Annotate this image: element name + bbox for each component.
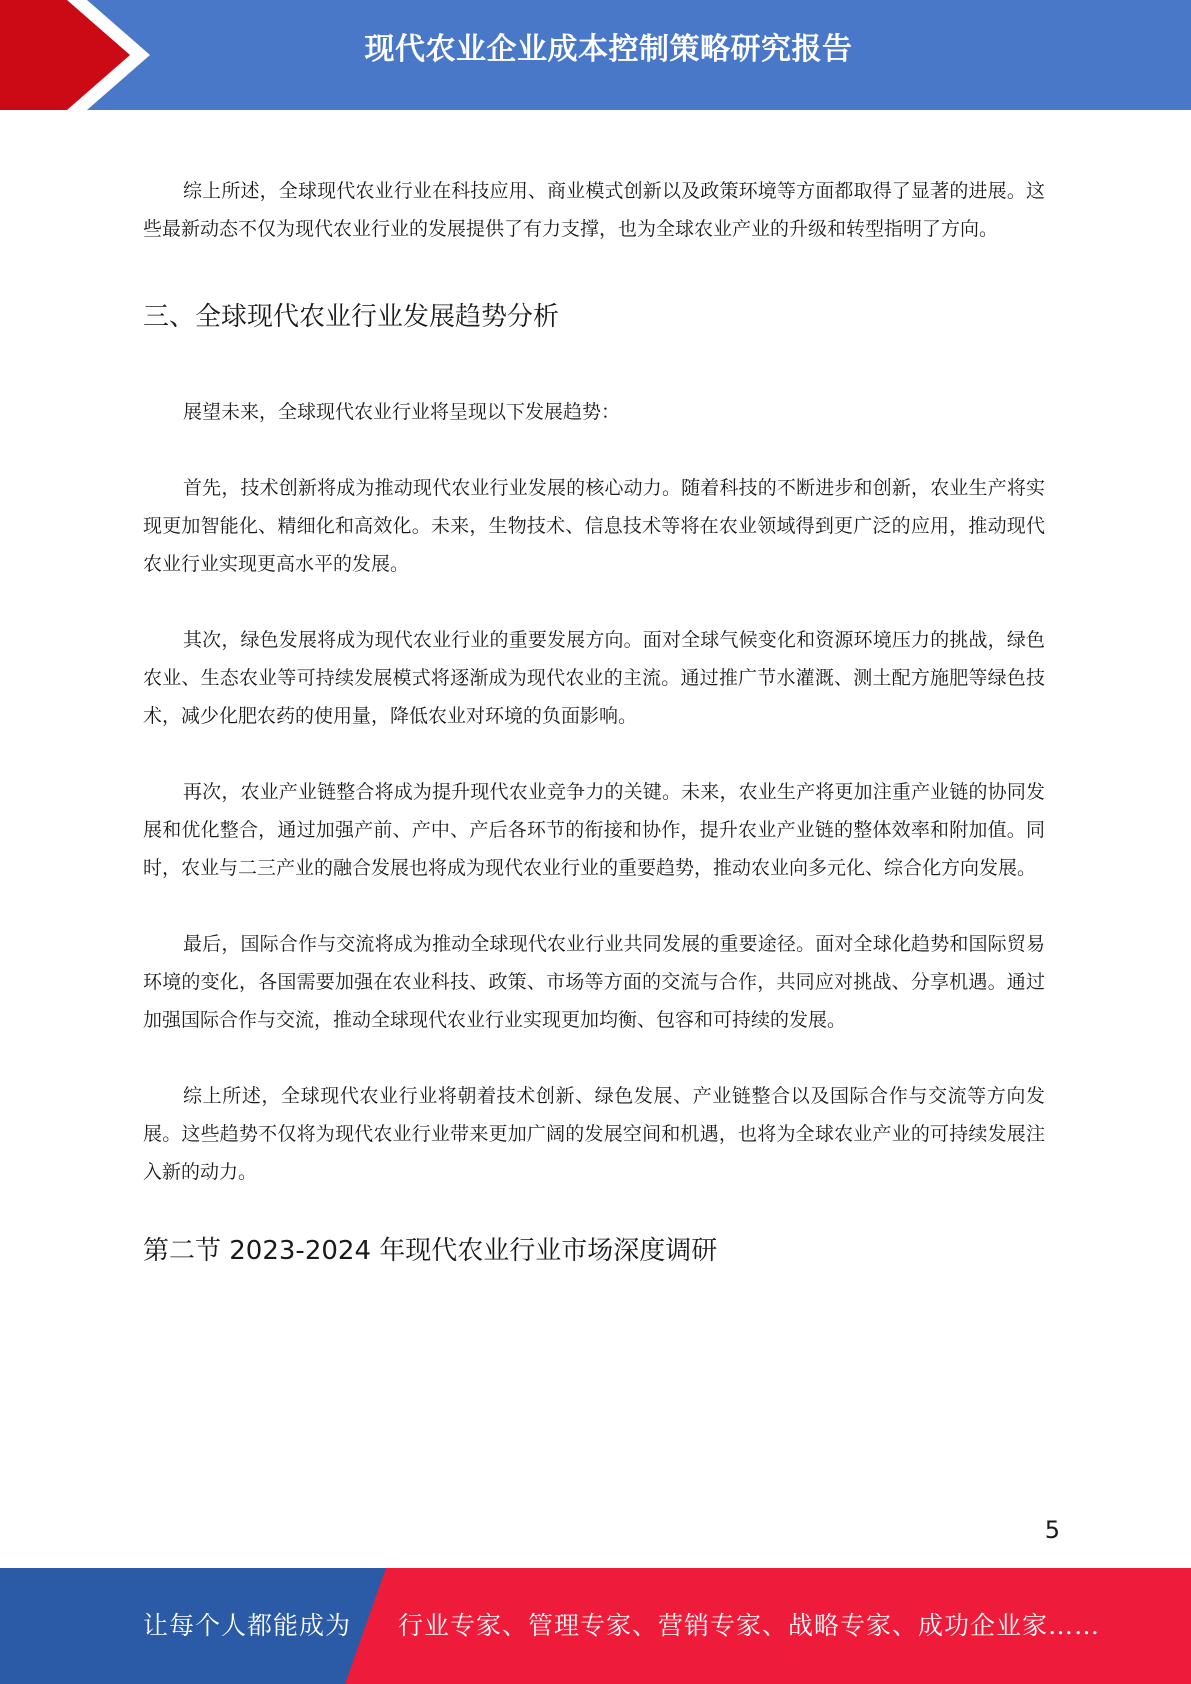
trend-paragraph-international: 最后，国际合作与交流将成为推动全球现代农业行业共同发展的重要途径。面对全球化趋势和国际贸易环境的变化，各国需要加强在农业科技、政策、市场等方面的交流与合作，共同应对挑战、分享机遇。通过加强国际合作与交流，推动全球现代农业行业实现更加均衡、包容和可持续的发展。: [143, 933, 1045, 1031]
trend-summary-paragraph: 综上所述，全球现代农业行业将朝着技术创新、绿色发展、产业链整合以及国际合作与交流等方向发展。这些趋势不仅将为现代农业行业带来更加广阔的发展空间和机遇，也将为全球农业产业的可持续发展注入新的动力。: [143, 1085, 1045, 1183]
report-title: 现代农业企业成本控制策略研究报告: [364, 32, 853, 67]
page-header: [0, 0, 1191, 110]
trend-paragraph-industry-chain: 再次，农业产业链整合将成为提升现代农业竞争力的关键。未来，农业生产将更加注重产业链的协同发展和优化整合，通过加强产前、产中、产后各环节的衔接和协作，提升农业产业链的整体效率和附加值。同时，农业与二三产业的融合发展也将成为现代农业行业的重要趋势，推动农业向多元化、综合化方向发展。: [143, 781, 1045, 879]
trend-paragraph-green: 其次，绿色发展将成为现代农业行业的重要发展方向。面对全球气候变化和资源环境压力的挑战，绿色农业、生态农业等可持续发展模式将逐渐成为现代农业的主流。通过推广节水灌溉、测土配方施肥等绿色技术，减少化肥农药的使用量，降低农业对环境的负面影响。: [143, 629, 1045, 727]
trend-paragraph-technology: 首先，技术创新将成为推动现代农业行业发展的核心动力。随着科技的不断进步和创新，农业生产将实现更加智能化、精细化和高效化。未来，生物技术、信息技术等将在农业领域得到更广泛的应用，推动现代农业行业实现更高水平的发展。: [143, 477, 1045, 575]
page-content: [143, 172, 1045, 1271]
footer-slogan-right: 行业专家、管理专家、营销专家、战略专家、成功企业家……: [398, 1611, 1101, 1640]
trend-intro-paragraph: 展望未来，全球现代农业行业将呈现以下发展趋势：: [183, 401, 621, 423]
section-2-heading: 第二节 2023-2024 年现代农业行业市场深度调研: [143, 1236, 718, 1266]
page-footer: [0, 1568, 1191, 1684]
page-number: 5: [1044, 1516, 1060, 1544]
intro-paragraph: 综上所述，全球现代农业行业在科技应用、商业模式创新以及政策环境等方面都取得了显著的进展。这些最新动态不仅为现代农业行业的发展提供了有力支撑，也为全球农业产业的升级和转型指明了方向。: [143, 180, 1045, 240]
section-3-heading: 三、全球现代农业行业发展趋势分析: [143, 302, 560, 332]
footer-slogan-left: 让每个人都能成为: [143, 1611, 352, 1640]
